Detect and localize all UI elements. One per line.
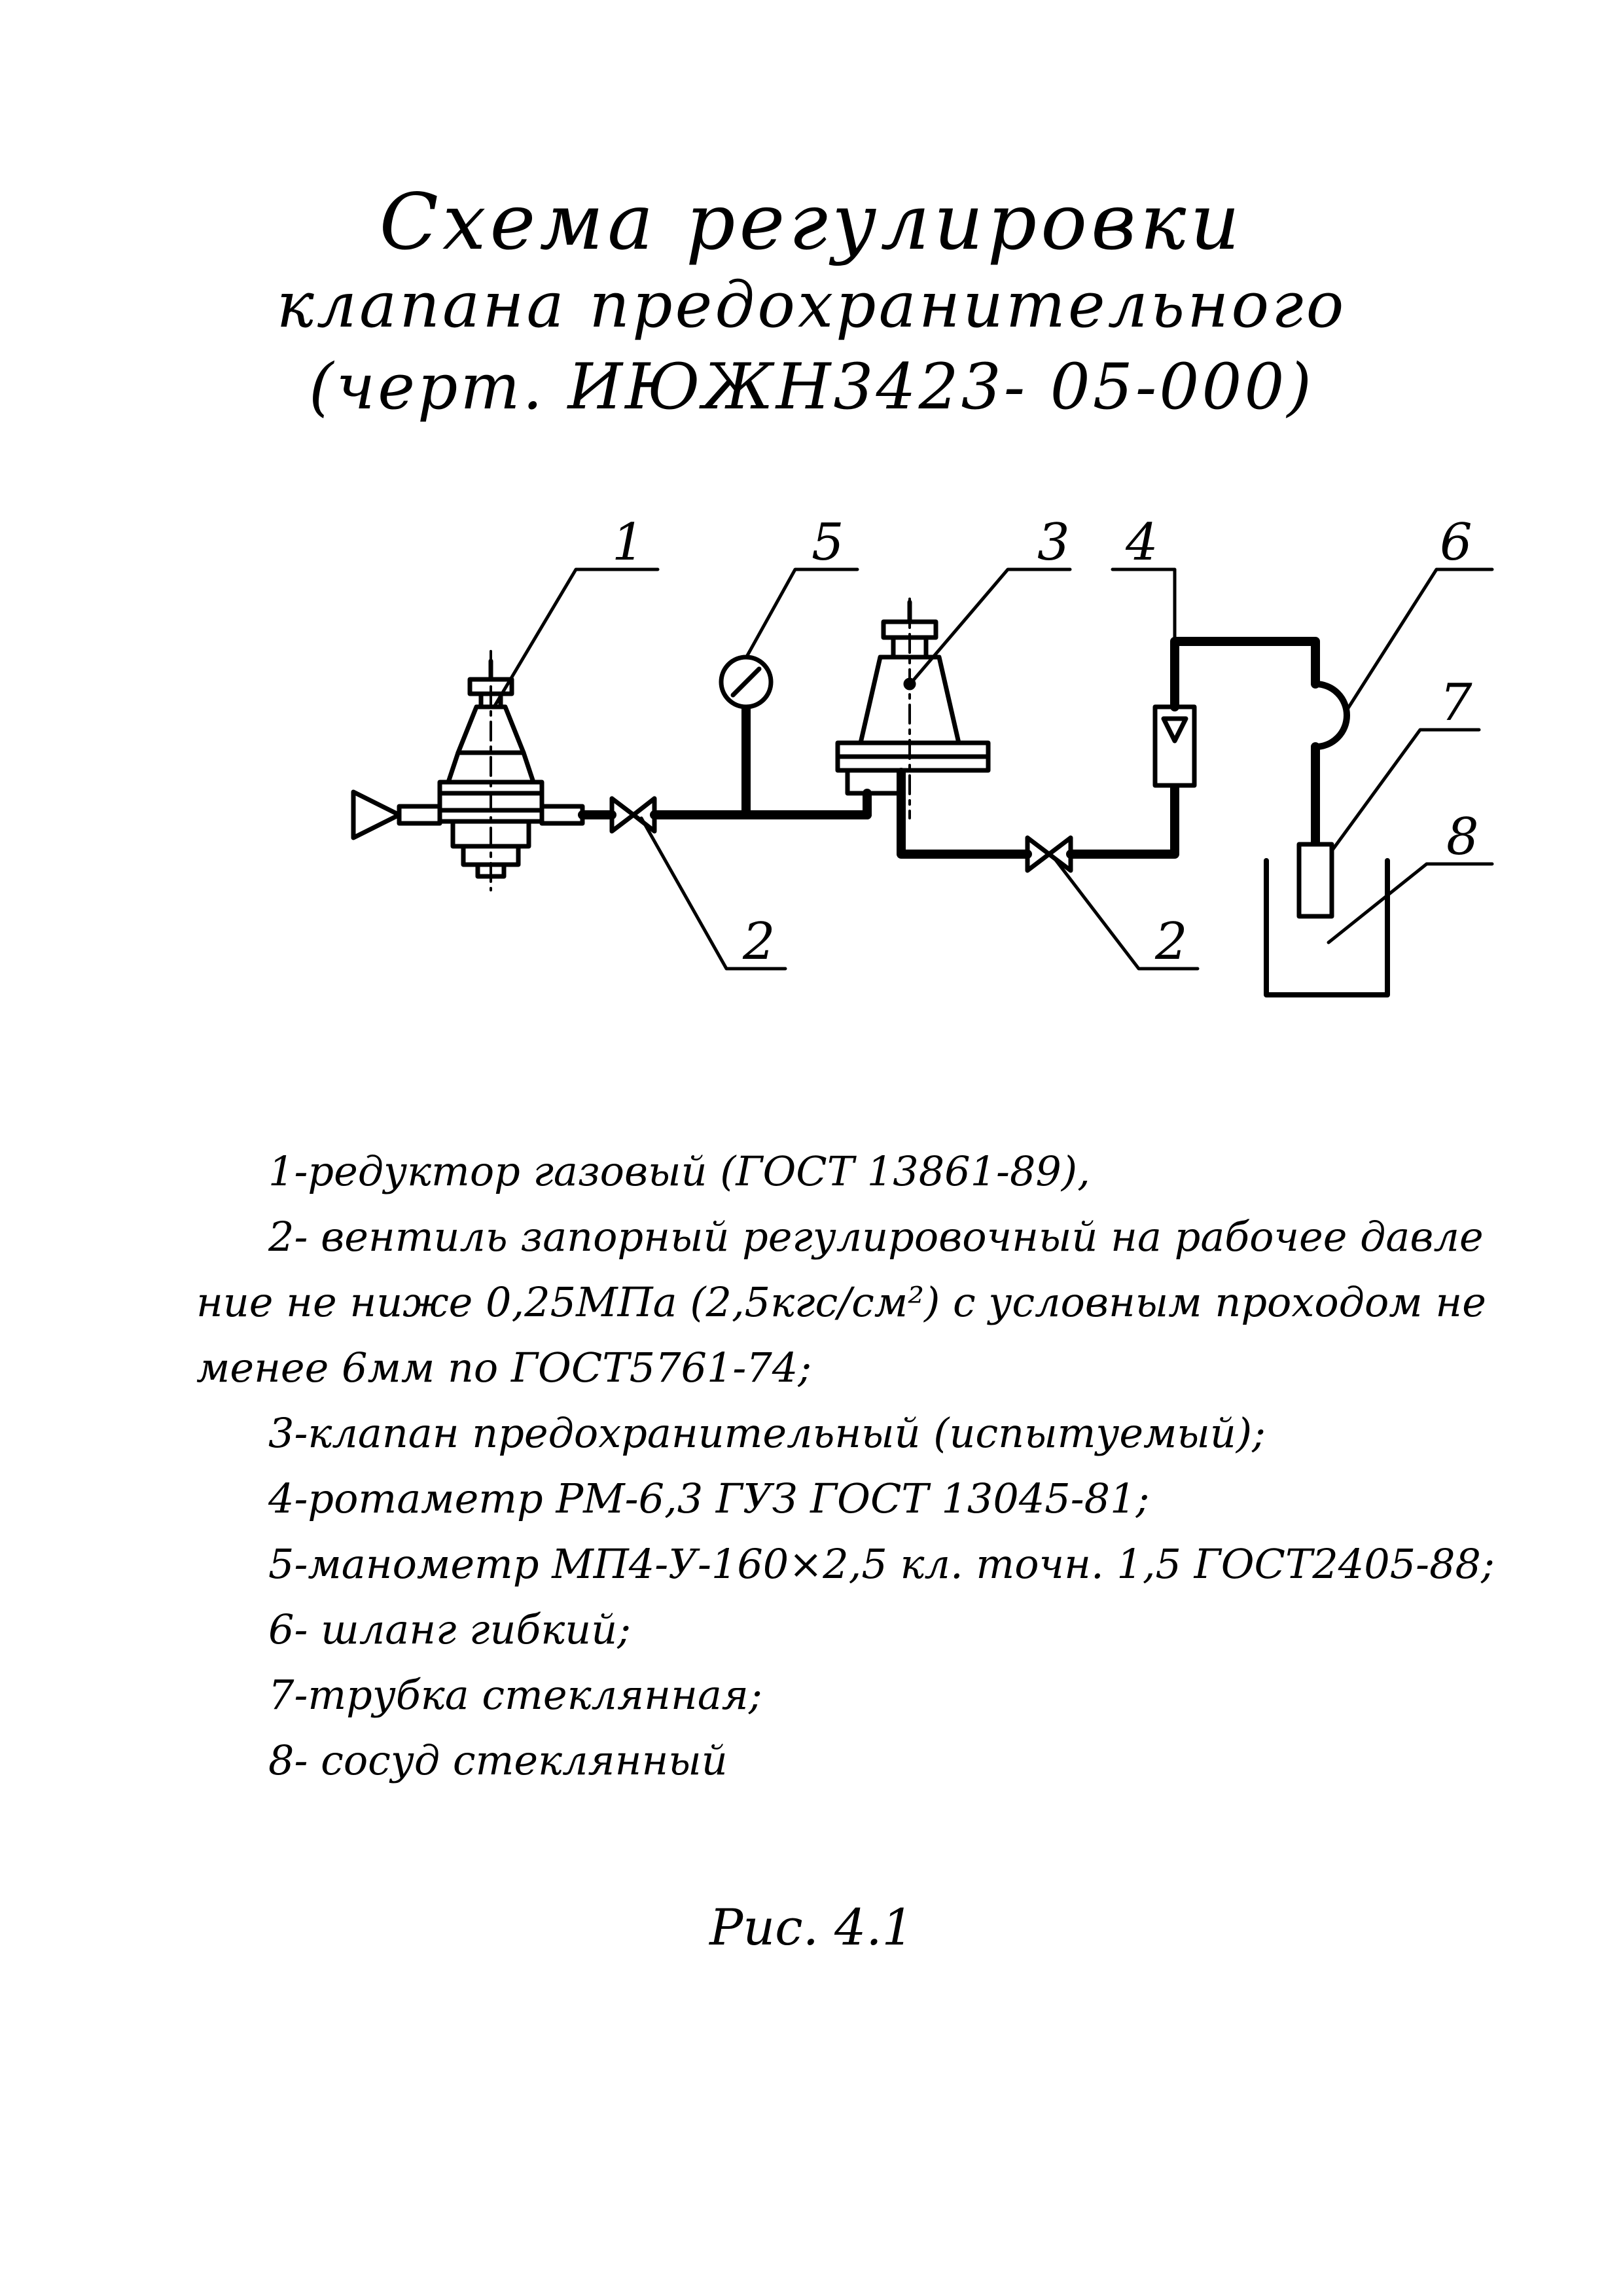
callout-7: 7	[1440, 673, 1472, 732]
title-line-3: (черт. ИЮЖН3423- 05-000)	[309, 350, 1314, 423]
callout-2-right: 2	[1155, 912, 1188, 971]
manometer-5	[721, 657, 771, 707]
callout-5: 5	[812, 513, 844, 572]
callout-3: 3	[1037, 513, 1070, 572]
gas-source-symbol	[353, 792, 399, 838]
callout-4: 4	[1126, 513, 1158, 572]
legend	[196, 1139, 1505, 1793]
callout-1: 1	[612, 513, 645, 572]
callout-6: 6	[1440, 513, 1472, 572]
outlet-pipe	[901, 772, 1027, 854]
callout-8: 8	[1446, 808, 1479, 867]
legend-item-2-cont-2: менее 6мм по ГОСТ5761-74;	[196, 1344, 812, 1391]
title-line-2: клапана предохранительного	[276, 268, 1347, 342]
figure-caption: Рис. 4.1	[709, 1898, 914, 1956]
legend-item-7: 7-трубка стеклянная;	[268, 1671, 762, 1719]
rotameter-4	[1155, 707, 1194, 785]
glass-tube-7	[1299, 844, 1332, 916]
flexible-hose	[1175, 641, 1315, 707]
legend-item-2: 2- вентиль запорный регулировочный на рабочее давле	[268, 1213, 1484, 1261]
legend-item-6: 6- шланг гибкий;	[268, 1605, 632, 1653]
leader-lines	[494, 569, 1492, 969]
valve-adjustment-schematic	[0, 511, 1623, 1100]
gas-reducer-1	[399, 651, 582, 890]
title-line-1: Схема регулировки	[379, 177, 1244, 267]
legend-item-8: 8- сосуд стеклянный	[268, 1736, 728, 1784]
pipe-segment	[1071, 785, 1175, 854]
safety-valve-3	[838, 599, 988, 818]
shutoff-valve-2-left	[612, 798, 654, 831]
callout-2-left: 2	[743, 912, 776, 971]
legend-item-2-cont-1: ние не ниже 0,25МПа (2,5кгс/см²) с условным проходом не	[196, 1278, 1486, 1326]
legend-item-4: 4-ротаметр РМ-6,3 ГУЗ ГОСТ 13045-81;	[268, 1475, 1150, 1522]
legend-item-5: 5-манометр МП4-У-160×2,5 кл. точн. 1,5 ГОСТ2405-88;	[268, 1540, 1495, 1588]
hose-loop	[1315, 684, 1347, 747]
legend-item-1: 1-редуктор газовый (ГОСТ 13861-89),	[268, 1147, 1090, 1195]
legend-item-3: 3-клапан предохранительный (испытуемый);	[268, 1409, 1266, 1457]
shutoff-valve-2-right	[1027, 838, 1071, 870]
